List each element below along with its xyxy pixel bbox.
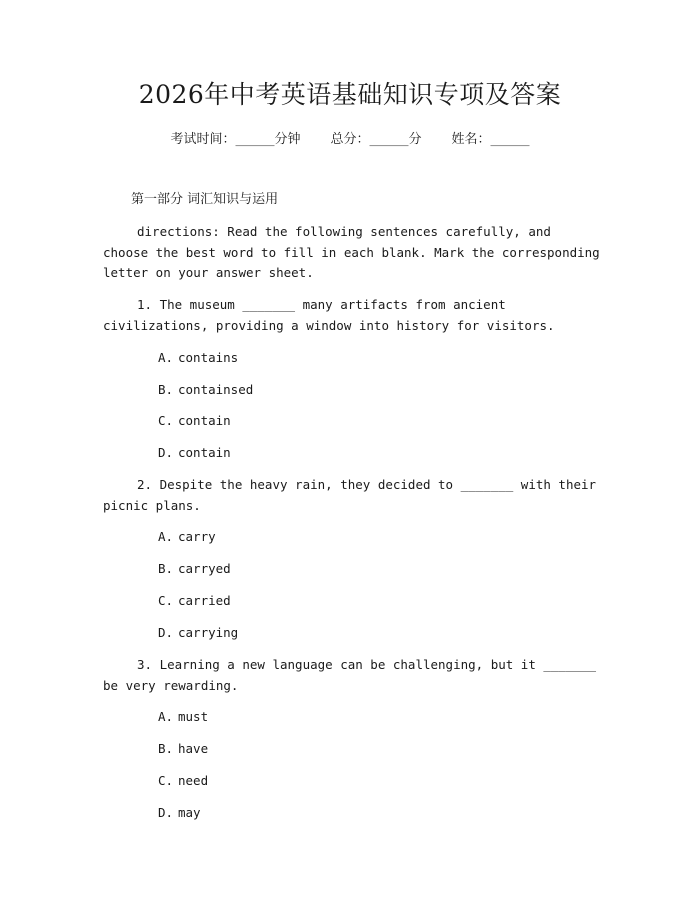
option-text: contains xyxy=(178,350,239,365)
name-label: 姓名：______ xyxy=(451,132,530,147)
question-1-option-d xyxy=(158,444,231,462)
question-1-option-b xyxy=(158,381,253,399)
option-text: contain xyxy=(178,413,231,428)
option-letter: A. xyxy=(158,529,174,544)
option-text: carried xyxy=(178,593,231,608)
exam-meta xyxy=(0,131,700,149)
option-letter: B. xyxy=(158,561,174,576)
option-letter: D. xyxy=(158,445,174,460)
page-title: 2026年中考英语基础知识专项及答案 xyxy=(138,80,562,109)
option-letter: C. xyxy=(158,413,174,428)
option-text: may xyxy=(178,805,201,820)
option-text: contain xyxy=(178,445,231,460)
time-label: 考试时间：______分钟 xyxy=(170,132,301,147)
score-label: 总分：______分 xyxy=(330,132,422,147)
question-3-option-d xyxy=(158,804,201,822)
question-2-option-c xyxy=(158,592,231,610)
option-text: carry xyxy=(178,529,216,544)
question-2-option-d xyxy=(158,624,238,642)
question-3-option-c xyxy=(158,772,208,790)
question-2-option-b xyxy=(158,560,231,578)
option-letter: B. xyxy=(158,382,174,397)
option-text: have xyxy=(178,741,209,756)
option-letter: D. xyxy=(158,805,174,820)
option-text: must xyxy=(178,709,209,724)
section-title: 第一部分 词汇知识与运用 xyxy=(131,192,279,207)
question-2-stem: 2. Despite the heavy rain, they decided to _______ with their picnic plans. xyxy=(103,477,597,513)
option-text: containsed xyxy=(178,382,254,397)
option-text: carryed xyxy=(178,561,231,576)
option-letter: A. xyxy=(158,350,174,365)
question-3-option-a xyxy=(158,708,208,726)
option-letter: C. xyxy=(158,773,174,788)
question-1-option-c xyxy=(158,412,231,430)
question-1-option-a xyxy=(158,349,238,367)
option-letter: A. xyxy=(158,709,174,724)
option-text: carrying xyxy=(178,625,239,640)
option-letter: B. xyxy=(158,741,174,756)
question-2-option-a xyxy=(158,528,216,546)
directions-text: directions: Read the following sentences carefully, and choose the best word to fill in each blank. Mark the corresponding letter on your answer sheet. xyxy=(103,224,600,280)
question-1-stem: 1. The museum _______ many artifacts from ancient civilizations, providing a window into history for visitors. xyxy=(103,297,555,333)
question-3-option-b xyxy=(158,740,208,758)
option-letter: D. xyxy=(158,625,174,640)
option-text: need xyxy=(178,773,209,788)
question-3-stem: 3. Learning a new language can be challenging, but it _______ be very rewarding. xyxy=(103,657,597,693)
option-letter: C. xyxy=(158,593,174,608)
